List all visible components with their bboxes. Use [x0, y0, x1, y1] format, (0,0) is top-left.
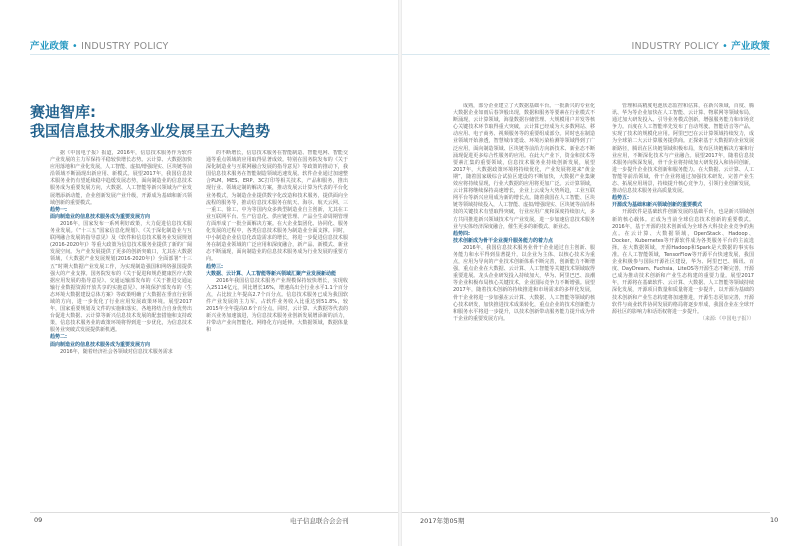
paragraph: 的不断增长，信息技术服务在智能制造、智能电网、智能交通等重点领域的应用取得显著成效。特别在国务院发布的《关于深化制造业与互联网融合发展的指导意见》等政策的推动下，我国信息技术服务在智能制造领域迅速发展。软件企业通过加速整合PLM、MES、ERP、3C打印等相关技术，产品和服务，推出现行业、领域定制的解决方案，推动发展云计算为代表的平台化业务模式，为制造企业提供数字化改造和技术服务，提供面向全流程的服务等，推动信息技术服务在航天、海尔、航天云网、三一重工、徐工、中为等国内众多典型制造业自主创新，尤其在工业互联网平台、生产信息化、供应链管理、产品全生命周期管理方面形成了一批全面解决方案。在大企业集团化、协同化、服务化发展的过程中，各类信息技术服务为制造业全面支撑。同时，中小制造企业信息化改造需求的增长，将进一步促进信息技术服务在制造业领域的广泛应用和深度融合，新产品、新模式、新业态不断涌现，面向制造业的信息技术服务成为行业发展的重要方向。: [206, 150, 348, 263]
right-section-banner: [632, 38, 771, 52]
section-heading: 面向制造业的信息技术服务成为重要发展方向: [50, 341, 151, 348]
section-heading: 面向制造业的信息技术服务成为重要发展方向: [50, 213, 151, 220]
text-column-1: [50, 150, 192, 528]
left-section-banner: [30, 38, 169, 52]
section-label: 产业政策: [30, 41, 69, 52]
article-title: [30, 103, 270, 141]
header-divider: [402, 54, 770, 55]
paragraph: 2016年，国家发布一系列利好政策，大力促进信息技术服务业发展。《“十三五”国家信息化规划》、《关于深化制造业与互联网融合发展的指导意见》及《软件和信息技术服务业发展规划(2016-2020年)》等重大政策为信息技术服务业提供了新的广阔发展空间。为产业发展提供了更多的创新突破口，尤其在大数据领域，《大数据产业发展规划(2016-2020年)》全面部署“十三五”时期大数据产业发展工作，为实现制造强国和网络强国提供强大的产业支撑。国务院发布的《关于促进和规范健康医疗大数据应用发展的指导意见》、交通运输部发布的《关于推进交通运输行业数据资源开放共享的实施意见》、环境保护部发布的《生态环境大数据建设总体方案》等政策明确了大数据在垂直行业领域的方向，进一步优化了行业应用发展政策环境。展望2017年，国家重要规划及文件的实施和落实，各地将结合自身优势出台促进大数据、云计算等新兴信息技术发展的配套措施和支持政策，信息技术服务业的政策环境将得到进一步优化，为信息技术服务业突破式发展提供新机遇。: [50, 220, 192, 334]
section-heading: 技术创新成为骨干企业提升服务能力的着力点: [453, 237, 554, 244]
section-heading: 趋势五:: [612, 195, 629, 202]
paragraph: 2016年，随着经济社会各领域对信息技术服务需求: [60, 348, 173, 355]
section-heading: 趋势二:: [50, 334, 67, 341]
section-heading: 大数据、云计算、人工智能等新兴领域汇聚产业发展新动能: [206, 270, 337, 277]
section-label: 产业政策: [731, 41, 770, 52]
page-spine: [398, 0, 402, 546]
publication-name: 电子信息联合会会刊: [290, 517, 349, 525]
section-heading: 趋势一:: [50, 206, 67, 213]
section-heading: 开源成为基础和新兴领域创新的重要模式: [612, 202, 703, 209]
footer-divider: [30, 512, 398, 513]
section-label-en: INDUSTRY POLICY: [631, 41, 719, 52]
right-page-number: 10: [770, 516, 779, 524]
paragraph: 2016年我国信息技术服务产业规模保持较快增长，实现收入25114亿元，同比增长16%，增速高出全行业水平1.1个百分点，占比较上年提高2.7个百分点。信息技术服务已成为我国软件产业发展的主力军。占软件业务收入比重达到51.8%，较2015年全年提高0.6个百分点。同时，云计算、大数据等代表的新兴业务加速演进，为信息技术服务业创新发展增添新的活力，并带动产业向智能化、网络化方向延伸。大数据领域，数据体量和: [206, 277, 348, 334]
paragraph: 据《中国电子报》报道，2016年，信息技术服务作为软件产业发展的主力军保持平稳较快增长态势。云计算、大数据加快应用落地和产业化发展，人工智能、虚拟/增强现实、区块链等前沿领域不断涌现出新应用、新模式。展望2017年，我国信息技术服务业仍有望延续稳中趋缓发展态势，面向制造业的信息技术服务成为重要发展方向，大数据、人工智能等新兴领域为产业发展增添新动能，企业创新发展产业升级，开源成为基础和新兴领域创新的重要模式。: [50, 150, 192, 206]
section-label-en: INDUSTRY POLICY: [81, 41, 169, 52]
paragraph: 2016年，我国信息技术服务业骨干企业通过自主创新、服务能力和水平得到显著提升，以企业为主体、以核心技术为重点，应用为导向的产业技术创新体系不断完善，创新能力不断增强，重点企业在大数据、云计算、人工智能等关键技术领域取得重要进展。龙头企业研发投入持续加大，华为、阿里巴巴、浪潮等企业积极布局核心关键技术，企业国际竞争力不断增强。展望2017年，随着技术创新的持续推进和市场需求的多样化发展，骨干企业将进一步加强在云计算、大数据、人工智能等领域的核心技术研发，加快推进技术成果转化，重点企业的技术创新能力和服务水平将进一步提升，以技术创新带动服务能力提升成为骨干企业的重要发展方向。: [453, 244, 595, 322]
section-heading: 趋势四:: [453, 230, 470, 237]
banner-dot: •: [72, 41, 78, 52]
banner-dot: •: [722, 41, 728, 52]
article-title-line2: 我国信息技术服务业发展呈五大趋势: [30, 122, 271, 140]
left-page-number: 09: [34, 516, 43, 524]
article-title-line1: 赛迪智库:: [30, 103, 96, 121]
text-column-3: [453, 103, 595, 535]
header-divider: [30, 54, 398, 55]
footer-divider: [402, 512, 770, 513]
paragraph: 开源软件是基础软件创新发展的基础平台，也是新兴领域创新的核心载体。正成为当前全球信息技术创新的重要模式。2016年，基于开源的技术创新成为全球各大科技企业竞争的焦点。在云计算、大数据领域，OpenStack、Hadoop、Docker、Kubernetes等开源软件成为各类服务平台的主流选择。在大数据领域，开源Hadoop和Spark是大数据的事实标准。在人工智能领域，TensorFlow等开源平台快速发展，我国企业积极参与国际开源社区建设，华为、阿里巴巴、腾讯、百度、DayDream、Fuchsia、LiteOS等开源生态不断完善，开源已成为推动技术创新和产业生态构建的重要力量。展望2017年，开源将在基础软件、云计算、大数据、人工智能等领域持续深化发展，开源项目数量和质量将进一步提升，以开源为基础的技术创新和产业生态构建将加速推进，开源生态更加完善，开源软件与商业软件协同发展的格局将逐步形成，我国企业在全球开源社区的影响力和话语权将进一步提升。: [612, 209, 754, 315]
text-column-4: [612, 103, 754, 535]
source-note: （来源:《中国电子报》）: [699, 315, 754, 322]
paragraph: 管理和高精度电池状态监控和估算，在新兴领域，百度、腾讯、华为等企业加快在人工智能、云计算、物联网等领域布局，通过加大研发投入、引导业务模式创新，增强服务能力和市场竞争力。百度在人工智能率先发布了自动驾驶、智能语音等产品，实现了技术的规模化应用。阿里巴巴在云计算领域持续发力，成为全球第二大云计算服务提供商。正探索基于大数据的企业发展新路径，腾讯在区块链领域积极布局，发布区块链解决方案和行业应用，不断深化技术与产业融合。展望2017年，随着信息技术服务向纵深发展，骨干企业将持续加大研发投入和协同创新，进一步提升企业技术创新和服务能力。在大数据、云计算、人工智能等前沿领域，骨干企业将通过加强技术研发、完善产业生态、拓展应用场景，持续提升核心竞争力，引领行业创新发展，推动信息技术服务业高质量发展。: [612, 103, 754, 195]
issue-label: 2017年第05期: [420, 517, 465, 525]
section-heading: 趋势三:: [206, 263, 223, 270]
text-column-2: [206, 150, 348, 528]
paragraph: 成熟，部分企业建立了大数据基础平台。一批新兴的专业化大数据企业如雨后春笋般出现，数据和服务等要素在行业模式不断涌现，云计算领域，海量数据存储管理、大规模用户并发等核心关键技术环节取得重大突破，云计算已经成为大多数网站、移动应用、电子商务、视频服务等的重要组成部分。同时也在制造业领域开始渗透，智慧城市建设、环境污染检测等领域得到了广泛应用，面向制造领域、区块链等前沿方向新技术、新业态不断涌现促进更多综合性服务的应用。在此大产业下，资金和技术等要素汇集的重要领域，信息技术服务业持续创新发展，展望2017年，大数据政策环境将持续优化，产业发展将迎来“黄金期”，随着国家级综合试验区建设的不断加快，大数据产业集聚效应将持续显现，行业大数据的应用将更加广泛。云计算领域，云计算将继续保持高速增长，企业上云成为大势所趋，工业互联网平台等新兴应用成为新的增长点。随着我国在人工智能、区块链等领域持续投入，人工智能、虚拟/增强现实、区块链等前沿科技的关键技术有望取得突破，行业应用广度和深度持续加大，多方共同推进新兴领域技术与产业发展，进一步加速信息技术服务业与实体经济深度融合，催生更多的新模式、新业态。: [453, 103, 595, 230]
